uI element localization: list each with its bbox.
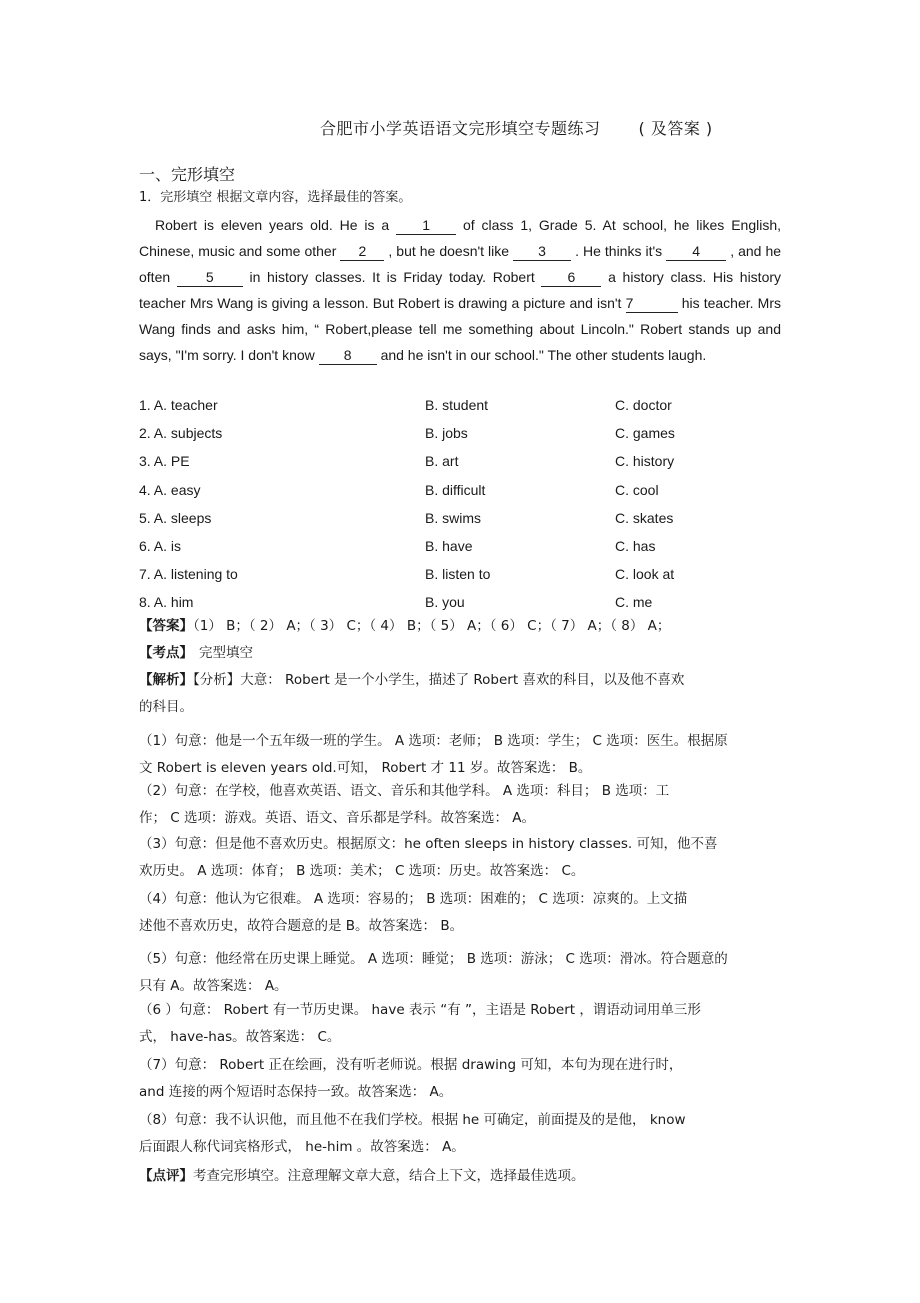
passage-text: his teacher. Mrs Wang finds and asks him, “ Robert,please tell me something about Lincoln." Robert stands up and says, "I'm sorry. I don't know	[139, 295, 781, 363]
blank-8: 8	[319, 346, 377, 365]
analysis-line	[139, 667, 781, 694]
option-a: 5. A. sleeps	[139, 509, 212, 526]
option-b: B. listen to	[425, 566, 491, 583]
option-b: B. jobs	[425, 425, 468, 442]
comment-block	[139, 1163, 781, 1190]
section-heading: 一、完形填空	[139, 165, 236, 184]
option-b: B. you	[425, 594, 465, 611]
analysis-line	[139, 694, 781, 721]
option-b: B. have	[425, 537, 473, 554]
explanation-line: （1）句意：他是一个五年级一班的学生。 A 选项：老师； B 选项：学生； C 选项：医生。根据原	[139, 733, 728, 749]
option-row	[139, 479, 799, 507]
explanation-line: 文 Robert is eleven years old.可知， Robert 才 11 岁。故答案选： B。	[139, 760, 592, 776]
explanation-4	[139, 886, 781, 940]
blank-5: 5	[177, 268, 243, 287]
explanation-line: （3）句意：但是他不喜欢历史。根据原文：he often sleeps in history classes. 可知，他不喜	[139, 836, 718, 852]
option-c: C. look at	[615, 566, 675, 583]
explanation-line: 只有 A。故答案选： A。	[139, 978, 288, 994]
topic-line	[139, 640, 781, 667]
explanation-line: 后面跟人称代词宾格形式， he-him 。故答案选： A。	[139, 1139, 465, 1155]
option-c: C. me	[615, 594, 653, 611]
document-title	[320, 116, 713, 139]
topic-label: 【考点】	[139, 645, 193, 661]
explanation-8	[139, 1107, 781, 1161]
explanation-line: 欢历史。 A 选项：体育； B 选项：美术； C 选项：历史。故答案选： C。	[139, 863, 585, 879]
option-row	[139, 422, 799, 450]
passage-text: , and he often	[139, 243, 782, 285]
option-c: C. cool	[615, 481, 659, 498]
title-text: 合肥市小学英语语文完形填空专题练习	[320, 119, 601, 138]
explanation-line: 作； C 选项：游戏。英语、语文、音乐都是学科。故答案选： A。	[139, 810, 536, 826]
option-row	[139, 563, 799, 591]
option-a: 3. A. PE	[139, 453, 190, 470]
option-a: 7. A. listening to	[139, 566, 238, 583]
option-c: C. doctor	[615, 397, 672, 413]
explanation-5	[139, 946, 781, 1000]
option-a: 2. A. subjects	[139, 425, 223, 442]
question-intro: 1．完形填空 根据文章内容，选择最佳的答案。	[139, 190, 412, 205]
blank-4: 4	[666, 242, 726, 261]
explanation-1	[139, 728, 781, 782]
option-b: B. swims	[425, 509, 481, 526]
explanation-line: 述他不喜欢历史，故符合题意的是 B。故答案选： B。	[139, 918, 464, 934]
answer-label: 【答案】	[139, 618, 193, 634]
option-b: B. art	[425, 453, 459, 470]
passage-text: a history class. His history teacher Mrs Wang is giving a lesson. But Robert is drawing a picture and isn't	[139, 269, 782, 311]
topic-text: 完型填空	[199, 645, 253, 661]
explanation-line: （5）句意：他经常在历史课上睡觉。 A 选项：睡觉； B 选项：游泳； C 选项：滑冰。符合题意的	[139, 951, 728, 967]
passage-text: of class 1, Grade 5. At school, he likes English, Chinese, music and some other	[139, 217, 782, 259]
option-b: B. student	[425, 397, 489, 413]
option-b: B. difficult	[425, 481, 486, 498]
passage-text: . He thinks it's	[575, 243, 667, 259]
explanation-line: （4）句意：他认为它很难。 A 选项：容易的； B 选项：困难的； C 选项：凉爽的。上文描	[139, 891, 688, 907]
comment-text: 考查完形填空。注意理解文章大意，结合上下文，选择最佳选项。	[193, 1168, 585, 1184]
analysis-text: 【分析】大意： Robert 是一个小学生，描述了 Robert 喜欢的科目，以及他不喜欢	[193, 672, 685, 688]
explanation-3	[139, 831, 781, 885]
comment-line	[139, 1163, 781, 1190]
answer-text: （1） B；（ 2） A；（ 3） C；（ 4） B；（ 5） A；（ 6） C；（ 7） A；（ 8） A；	[193, 618, 671, 634]
explanation-line: （7）句意： Robert 正在绘画，没有听老师说。根据 drawing 可知，本句为现在进行时，	[139, 1057, 683, 1073]
cloze-passage	[139, 212, 781, 368]
title-suffix: ( 及答案 )	[638, 119, 713, 138]
blank-7: 7	[626, 294, 678, 313]
option-row	[139, 535, 799, 563]
option-c: C. games	[615, 425, 675, 442]
passage-text: and he isn't in our school." The other students laugh.	[380, 347, 707, 363]
passage-text: Robert is eleven years old. He is a	[155, 217, 397, 233]
answer-line	[139, 613, 781, 640]
explanation-2	[139, 778, 781, 832]
analysis-text: 的科目。	[139, 699, 193, 715]
option-c: C. has	[615, 537, 656, 554]
blank-1: 1	[396, 216, 456, 235]
option-a: 6. A. is	[139, 537, 182, 554]
option-row	[139, 394, 799, 422]
option-row	[139, 450, 799, 478]
explanation-line: （8）句意：我不认识他，而且他不在我们学校。根据 he 可确定，前面提及的是他， know	[139, 1112, 686, 1128]
answer-block	[139, 613, 781, 721]
comment-label: 【点评】	[139, 1168, 193, 1184]
option-a: 1. A. teacher	[139, 397, 218, 413]
blank-3: 3	[513, 242, 571, 261]
analysis-label: 【解析】	[139, 672, 193, 688]
option-c: C. skates	[615, 509, 674, 526]
explanation-line: and 连接的两个短语时态保持一致。故答案选： A。	[139, 1084, 453, 1100]
explanation-line: （6 ）句意： Robert 有一节历史课。 have 表示 “有 ”，主语是 Robert ，谓语动词用单三形	[139, 1002, 701, 1018]
blank-2: 2	[340, 242, 384, 261]
option-a: 8. A. him	[139, 594, 194, 611]
option-c: C. history	[615, 453, 675, 470]
explanation-6	[139, 997, 781, 1051]
blank-6: 6	[541, 268, 601, 287]
option-row	[139, 507, 799, 535]
passage-text: , but he doesn't like	[388, 243, 514, 259]
option-a: 4. A. easy	[139, 481, 201, 498]
explanation-7	[139, 1052, 781, 1106]
explanation-line: 式， have-has。故答案选： C。	[139, 1029, 341, 1045]
options-list	[139, 394, 799, 620]
explanation-line: （2）句意：在学校，他喜欢英语、语文、音乐和其他学科。 A 选项：科目； B 选项：工	[139, 783, 670, 799]
passage-text: in history classes. It is Friday today. Robert	[249, 269, 542, 285]
